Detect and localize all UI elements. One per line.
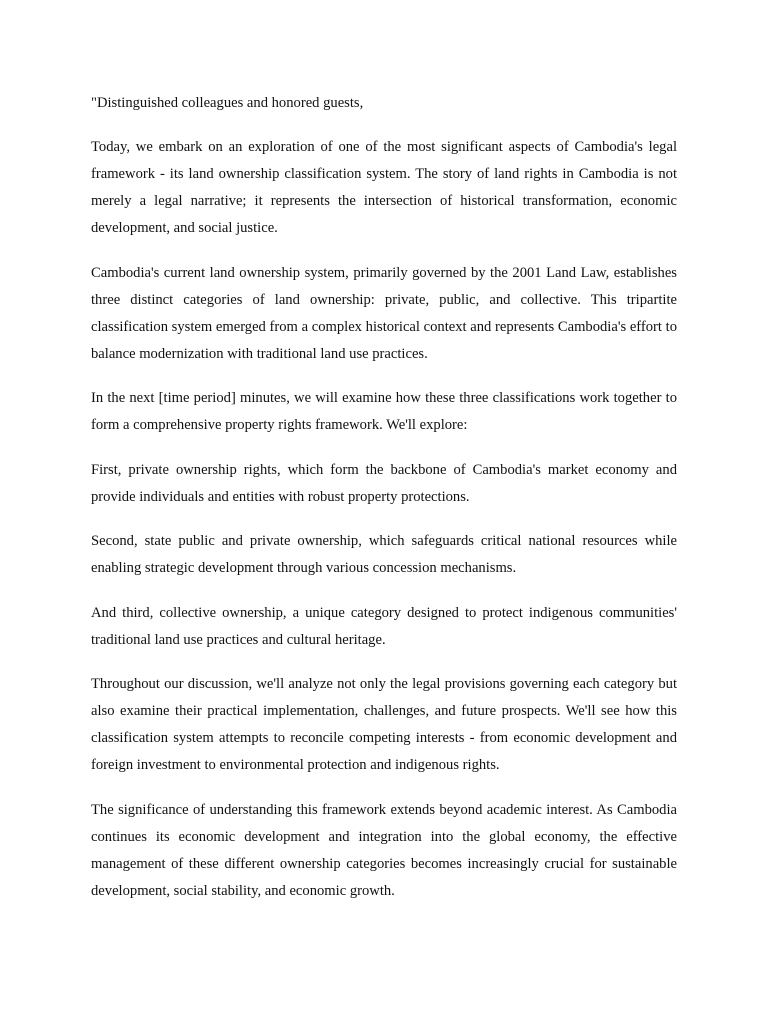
paragraph-private-ownership: First, private ownership rights, which form the backbone of Cambodia's market economy and provide individuals and entities with robust property protections. — [91, 461, 677, 505]
paragraph-significance: The significance of understanding this framework extends beyond academic interest. As Cambodia continues its economic development and integration into the global economy, the effective management of these different ownership categories becomes increasingly crucial for sustainable development, social stability, and economic growth. — [91, 801, 677, 899]
paragraph-collective-ownership: And third, collective ownership, a unique category designed to protect indigenous communities' traditional land use practices and cultural heritage. — [91, 604, 677, 648]
paragraph-agenda: In the next [time period] minutes, we will examine how these three classifications work together to form a comprehensive property rights framework. We'll explore: — [91, 390, 677, 433]
document-body — [91, 90, 677, 922]
paragraph-introduction: Today, we embark on an exploration of one of the most significant aspects of Cambodia's legal framework - its land ownership classification system. The story of land rights in Cambodia is not merely a legal narrative; it represents the intersection of historical transformation, economic development, and social justice. — [91, 139, 677, 236]
paragraph-land-law-overview: Cambodia's current land ownership system, primarily governed by the 2001 Land Law, establishes three distinct categories of land ownership: private, public, and collective. This tripartite classification system emerged from a complex historical context and represents Cambodia's effort to balance modernization with traditional land use practices. — [91, 264, 677, 362]
paragraph-discussion-scope: Throughout our discussion, we'll analyze not only the legal provisions governing each category but also examine their practical implementation, challenges, and future prospects. We'll see how this classification system attempts to reconcile competing interests - from economic development and foreign investment to environmental protection and indigenous rights. — [91, 676, 677, 773]
paragraph-salutation: "Distinguished colleagues and honored guests, — [91, 95, 364, 111]
paragraph-state-ownership: Second, state public and private ownership, which safeguards critical national resources while enabling strategic development through various concession mechanisms. — [91, 533, 677, 576]
